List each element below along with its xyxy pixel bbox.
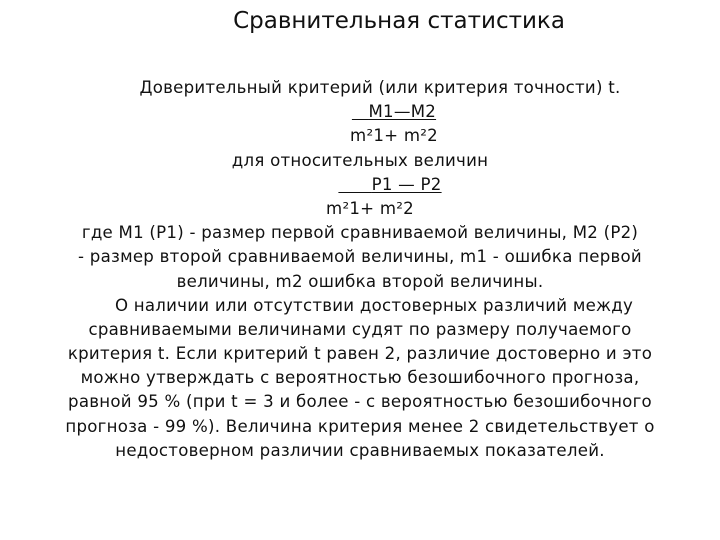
paragraph-2-line: можно утверждать с вероятностью безошибочного прогноза,	[80, 368, 640, 388]
slide-body	[0, 76, 720, 463]
intro-line: Доверительный критерий (или критерия точности) t.	[139, 78, 621, 97]
numerator-text: М1—М2	[368, 102, 437, 122]
paragraph-2-line: прогноза - 99 %). Величина критерия менее 2 свидетельствует о	[65, 416, 655, 436]
t-formula-numerator	[0, 100, 720, 124]
numerator-gap	[338, 175, 371, 194]
paragraph-2-line: сравниваемыми величинами судят по размеру получаемого	[88, 319, 632, 339]
paragraph-1-line: величины, m2 ошибка второй величины.	[176, 271, 544, 291]
paragraph-1-line: где М1 (Р1) - размер первой сравниваемой величины, М2 (Р2)	[81, 223, 639, 243]
relative-formula-denominator: m²1+ m²2	[326, 198, 414, 218]
t-formula-denominator: m²1+ m²2	[350, 126, 438, 146]
numerator-gap	[352, 102, 369, 121]
paragraph-2-line: недостоверном различии сравниваемых показателей.	[115, 440, 605, 460]
relative-formula-numerator	[0, 173, 720, 197]
paragraph-2-line: О наличии или отсутствии достоверных различий между	[114, 295, 634, 315]
paragraph-1-line: - размер второй сравниваемой величины, m1 - ошибка первой	[78, 247, 642, 267]
relative-values-label: для относительных величин	[231, 150, 489, 170]
paragraph-2-line: равной 95 % (при t = 3 и более - с вероятностью безошибочного	[68, 392, 652, 412]
numerator-text: Р1 — Р2	[371, 174, 442, 194]
paragraph-2-line: критерия t. Если критерий t равен 2, различие достоверно и это	[67, 344, 653, 364]
slide-title: Сравнительная статистика	[233, 8, 565, 34]
